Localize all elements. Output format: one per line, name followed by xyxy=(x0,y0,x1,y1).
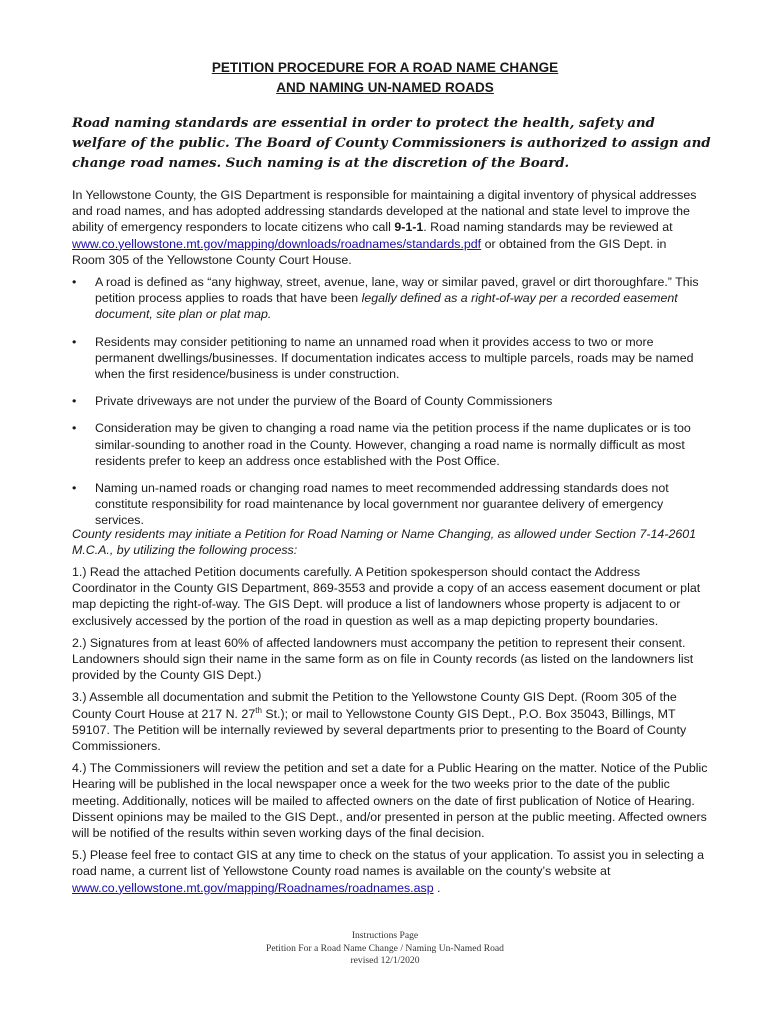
roadnames-link[interactable]: www.co.yellowstone.mt.gov/mapping/Roadnames/roadnames.asp xyxy=(72,880,434,895)
bullet-icon: • xyxy=(72,481,77,496)
bullet-icon: • xyxy=(72,421,77,436)
process-lead-in: County residents may initiate a Petition for Road Naming or Name Changing, as allowed under Section 7-14-2601 M.C.A., by utilizing the following process: xyxy=(72,527,697,558)
step-2: 2.) Signatures from at least 60% of affected landowners must accompany the petition to represent their consent. Landowners should sign their name in the same form as on file in County records (as listed on the landowners list provided by the County GIS Dept.) xyxy=(72,635,694,683)
bullet-3-text: Private driveways are not under the purview of the Board of County Commissioners xyxy=(95,394,553,409)
bullet-4-text: Consideration may be given to changing a road name via the petition process if the name duplicates or is too similar-sounding to another road in the County. However, changing a road name is normally difficult as most residents prefer to keep an address once established with the Post Office. xyxy=(95,421,691,468)
bullet-5-text: Naming un-named roads or changing road names to meet recommended addressing standards does not constitute responsibility for road maintenance by local government nor guarantee delivery of emergency services. xyxy=(95,481,669,528)
footer-line-3: revised 12/1/2020 xyxy=(350,955,420,966)
step-3-text-b: St.); or mail to Yellowstone County GIS Dept., P.O. Box 35043, Billings, MT 59107. The Petition will be internally reviewed by several departments prior to presenting to the Board of County Commissioners. xyxy=(72,706,687,754)
ordinal-suffix: th xyxy=(255,705,262,715)
definitions-list xyxy=(72,274,704,537)
emergency-number: 9-1-1 xyxy=(394,220,424,235)
bullet-1-text: A road is defined as “any highway, street, avenue, lane, way or similar paved, gravel or dirt thoroughfare.” This petition process applies to roads that have been xyxy=(95,275,699,306)
bullet-icon: • xyxy=(72,334,77,349)
bullet-icon: • xyxy=(72,394,77,409)
step-3-text-a: 3.) Assemble all documentation and submit the Petition to the Yellowstone County GIS Dept. (Room 305 of the County Court House at 217 N. 27 xyxy=(72,690,677,721)
list-item xyxy=(72,274,704,323)
step-5-text-b: . xyxy=(433,880,441,895)
title-line-2: AND NAMING UN-NAMED ROADS xyxy=(276,80,494,95)
process-steps xyxy=(72,564,708,902)
step-5 xyxy=(72,847,708,896)
document-title xyxy=(0,58,770,98)
page-footer xyxy=(0,930,770,968)
step-1: 1.) Read the attached Petition documents carefully. A Petition spokesperson should contact the Address Coordinator in the County GIS Department, 869-3553 and provide a copy of an access easement document or plat map depicting the right-of-way. The GIS Dept. will produce a list of landowners whose property is adjacent to or exclusively accessed by the portion of the road in question as well as a map depicting property boundaries. xyxy=(72,565,701,628)
intro-statement: Road naming standards are essential in order to protect the health, safety and welfare of the public. The Board of County Commissioners is authorized to assign and change road names. Such naming is at the discretion of the Board. xyxy=(72,115,711,171)
para1-text-a: In Yellowstone County, the GIS Department is responsible for maintaining a digital inventory of physical addresses and road names, and has adopted addressing standards developed at the national and state level to improve the ability of emergency responders to locate citizens who call xyxy=(72,188,697,235)
step-5-text-a: 5.) Please feel free to contact GIS at any time to check on the status of your application. To assist you in selecting a road name, a current list of Yellowstone County road names is available on the county’s website at xyxy=(72,848,705,879)
step-3 xyxy=(72,689,708,754)
footer-line-1: Instructions Page xyxy=(351,930,419,941)
bullet-icon: • xyxy=(72,275,77,289)
para1-text-b: . Road naming standards may be reviewed at xyxy=(423,220,673,235)
bullet-1-italic: legally defined as a right-of-way per a recorded easement document, site plan or plat map. xyxy=(95,291,678,322)
list-item xyxy=(72,480,704,529)
list-item xyxy=(72,334,704,383)
list-item xyxy=(72,393,704,409)
bullet-2-text: Residents may consider petitioning to name an unnamed road when it provides access to two or more permanent dwellings/businesses. If documentation indicates access to multiple parcels, roads may be named when the first residence/business is under construction. xyxy=(95,334,694,382)
intro-paragraph xyxy=(72,187,700,268)
step-4: 4.) The Commissioners will review the petition and set a date for a Public Hearing on the matter. Notice of the Public Hearing will be published in the local newspaper once a week for the two weeks prior to the date of the public meeting. Additionally, notices will be mailed to affected owners on the date of first publication of Notice of Hearing. Dissent opinions may be mailed to the GIS Dept., and/or presented in person at the public meeting. Affected owners will be notified of the results within seven working days of the final decision. xyxy=(72,761,708,841)
standards-link[interactable]: www.co.yellowstone.mt.gov/mapping/downloads/roadnames/standards.pdf xyxy=(72,236,482,251)
footer-line-2: Petition For a Road Name Change / Naming Un-Named Road xyxy=(266,942,504,954)
para1-text-c: or obtained from the GIS Dept. in Room 305 of the Yellowstone County Court House. xyxy=(72,236,667,267)
title-line-1: PETITION PROCEDURE FOR A ROAD NAME CHANGE xyxy=(211,60,559,75)
list-item xyxy=(72,420,704,469)
